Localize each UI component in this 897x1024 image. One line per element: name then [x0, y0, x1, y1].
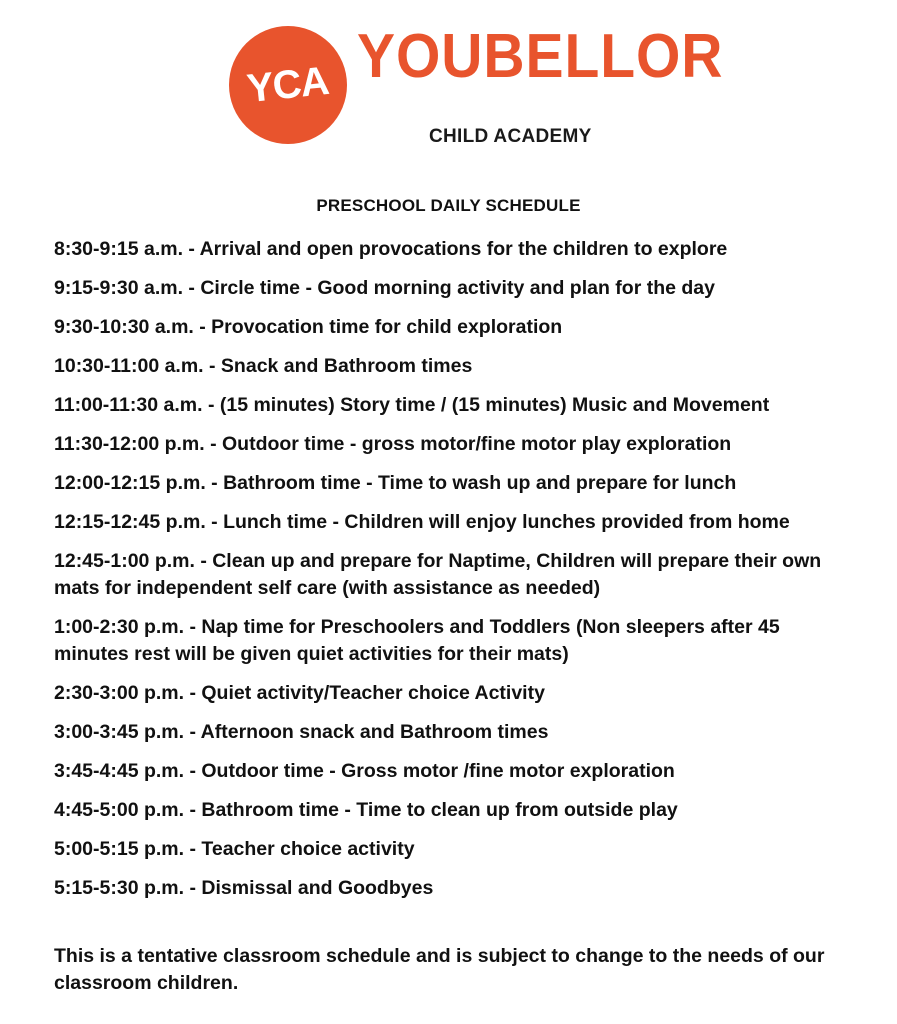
- schedule-item: 1:00-2:30 p.m. - Nap time for Preschoolers and Toddlers (Non sleepers after 45 minutes rest will be given quiet activities for their mats): [54, 616, 780, 665]
- schedule-item: 5:00-5:15 p.m. - Teacher choice activity: [54, 838, 415, 860]
- schedule-item: 9:15-9:30 a.m. - Circle time - Good morning activity and plan for the day: [54, 277, 715, 299]
- schedule-item: 12:00-12:15 p.m. - Bathroom time - Time to wash up and prepare for lunch: [54, 472, 737, 494]
- schedule-item: 2:30-3:00 p.m. - Quiet activity/Teacher choice Activity: [54, 682, 545, 704]
- schedule-item: 11:30-12:00 p.m. - Outdoor time - gross motor/fine motor play exploration: [54, 433, 732, 455]
- logo-subtitle: CHILD ACADEMY: [429, 126, 592, 147]
- schedule-list: [54, 236, 854, 914]
- schedule-item: 3:45-4:45 p.m. - Outdoor time - Gross motor /fine motor exploration: [54, 760, 675, 782]
- logo-badge-text: YCA: [245, 58, 331, 111]
- academy-logo: [229, 18, 724, 158]
- schedule-item: 11:00-11:30 a.m. - (15 minutes) Story time / (15 minutes) Music and Movement: [54, 394, 770, 416]
- schedule-disclaimer: This is a tentative classroom schedule and is subject to change to the needs of our classroom children.: [54, 945, 825, 994]
- schedule-item: 12:45-1:00 p.m. - Clean up and prepare for Naptime, Children will prepare their own mats for independent self care (with assistance as needed): [54, 550, 822, 599]
- schedule-item: 3:00-3:45 p.m. - Afternoon snack and Bathroom times: [54, 721, 549, 743]
- schedule-item: 4:45-5:00 p.m. - Bathroom time - Time to clean up from outside play: [54, 799, 678, 821]
- logo-badge: [229, 26, 347, 144]
- schedule-item: 8:30-9:15 a.m. - Arrival and open provocations for the children to explore: [54, 238, 728, 260]
- schedule-item: 5:15-5:30 p.m. - Dismissal and Goodbyes: [54, 877, 434, 899]
- schedule-item: 9:30-10:30 a.m. - Provocation time for child exploration: [54, 316, 563, 338]
- page-title: PRESCHOOL DAILY SCHEDULE: [316, 196, 581, 215]
- schedule-item: 10:30-11:00 a.m. - Snack and Bathroom times: [54, 355, 473, 377]
- logo-wordmark: YOUBELLOR: [357, 22, 724, 91]
- schedule-item: 12:15-12:45 p.m. - Lunch time - Children will enjoy lunches provided from home: [54, 511, 790, 533]
